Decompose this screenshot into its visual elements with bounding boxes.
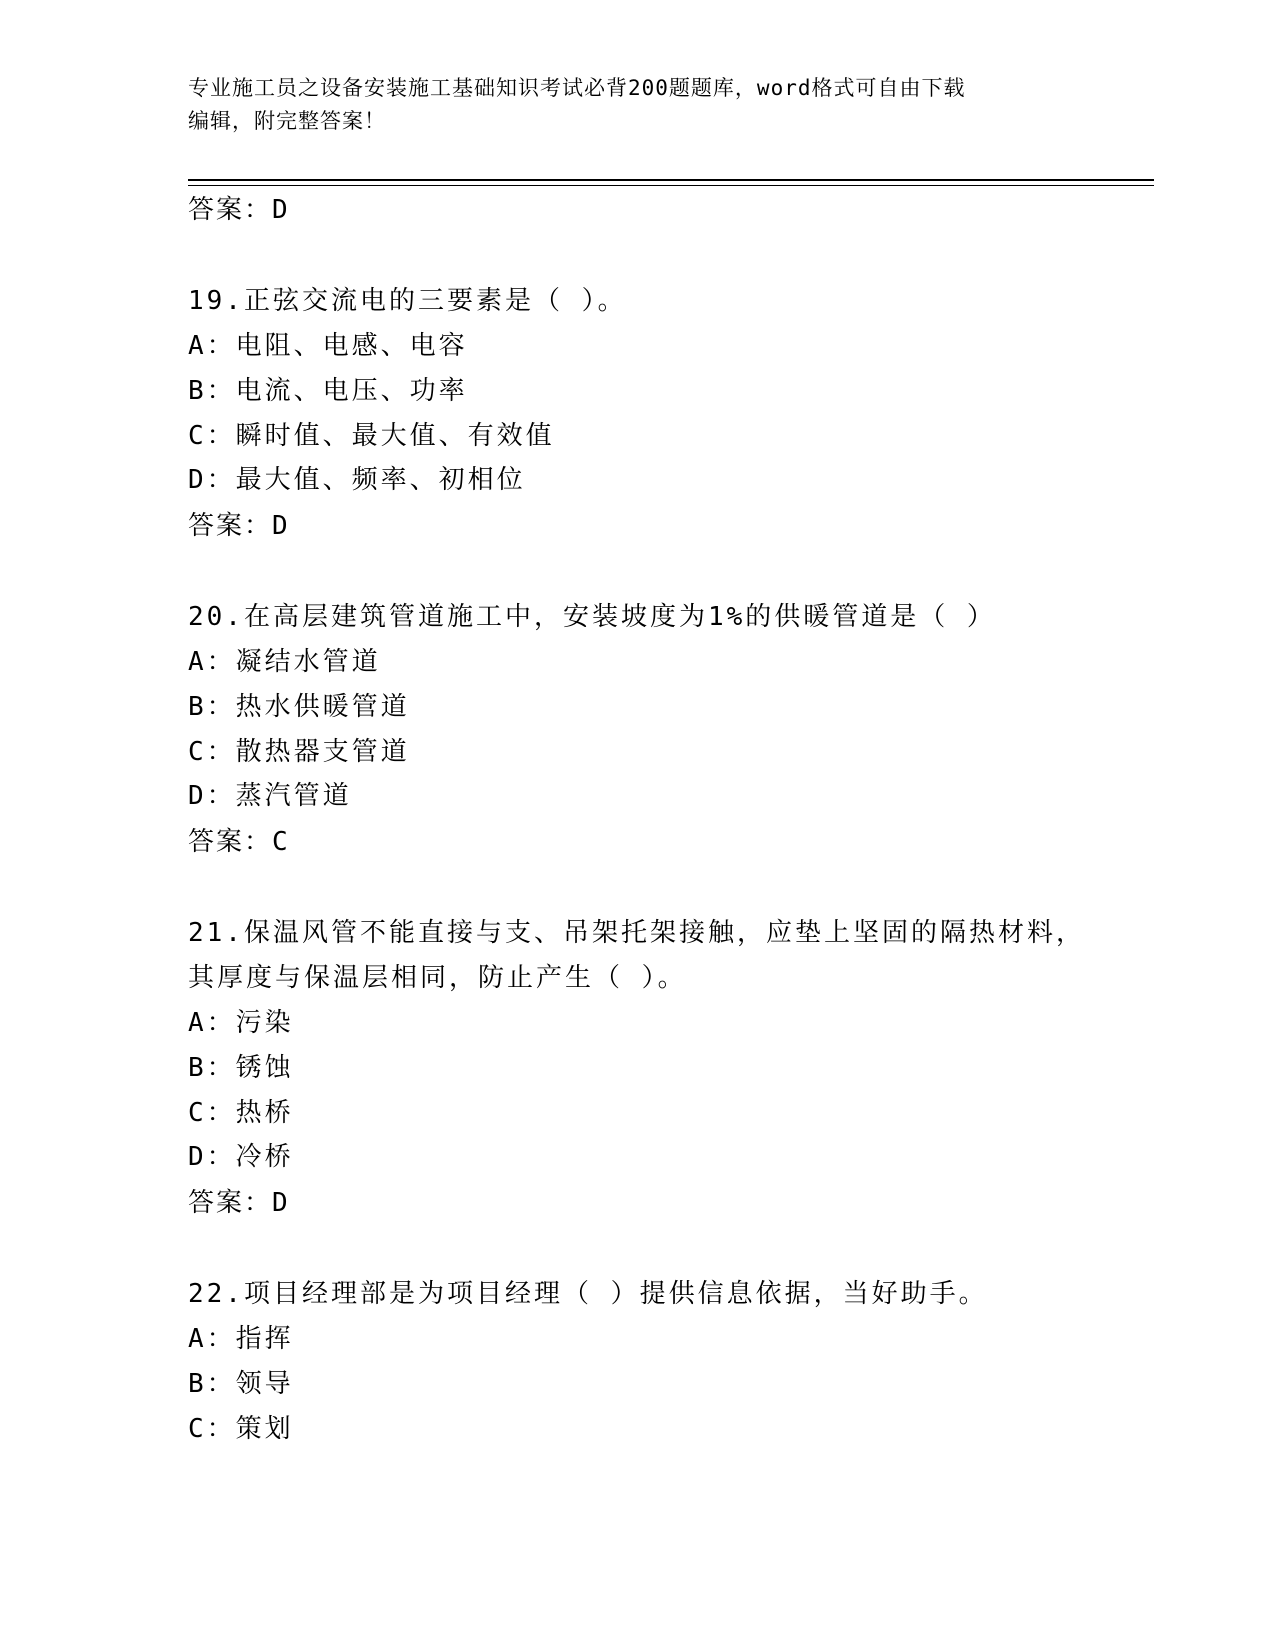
question-21-option-d: D：冷桥 — [188, 1142, 294, 1172]
question-20-stem: 20.在高层建筑管道施工中，安装坡度为1%的供暖管道是（ ） — [188, 602, 996, 632]
header-line-2: 编辑，附完整答案！ — [188, 109, 386, 133]
question-20-option-b: B：热水供暖管道 — [188, 692, 410, 722]
question-21-stem-line-1: 21.保温风管不能直接与支、吊架托架接触，应垫上坚固的隔热材料， — [188, 918, 1085, 948]
question-19-stem: 19.正弦交流电的三要素是（ ）。 — [188, 286, 627, 316]
question-19-option-d: D：最大值、频率、初相位 — [188, 465, 526, 495]
question-22-stem: 22.项目经理部是为项目经理（ ）提供信息依据，当好助手。 — [188, 1279, 988, 1309]
question-20-option-d: D：蒸汽管道 — [188, 781, 352, 811]
question-20-option-a: A：凝结水管道 — [188, 647, 381, 677]
header-line-1: 专业施工员之设备安装施工基础知识考试必背200题题库，word格式可自由下载 — [188, 76, 966, 100]
previous-answer: 答案：D — [188, 195, 290, 225]
question-21-answer: 答案：D — [188, 1188, 290, 1218]
question-22-option-a: A：指挥 — [188, 1324, 294, 1354]
header-rule-thin — [188, 185, 1154, 186]
question-22-option-b: B：领导 — [188, 1369, 294, 1399]
question-21-option-b: B：锈蚀 — [188, 1053, 294, 1083]
question-20-option-c: C：散热器支管道 — [188, 737, 410, 767]
question-19-option-a: A：电阻、电感、电容 — [188, 331, 468, 361]
question-19-answer: 答案：D — [188, 511, 290, 541]
header-rule-thick — [188, 179, 1154, 181]
question-22-option-c: C：策划 — [188, 1414, 294, 1444]
question-19-option-c: C：瞬时值、最大值、有效值 — [188, 421, 555, 451]
question-21-option-c: C：热桥 — [188, 1098, 294, 1128]
question-19-option-b: B：电流、电压、功率 — [188, 376, 468, 406]
question-21-option-a: A：污染 — [188, 1008, 294, 1038]
document-header — [188, 72, 1088, 138]
question-20-answer: 答案：C — [188, 827, 290, 857]
question-21-stem-line-2: 其厚度与保温层相同，防止产生（ ）。 — [188, 963, 687, 993]
